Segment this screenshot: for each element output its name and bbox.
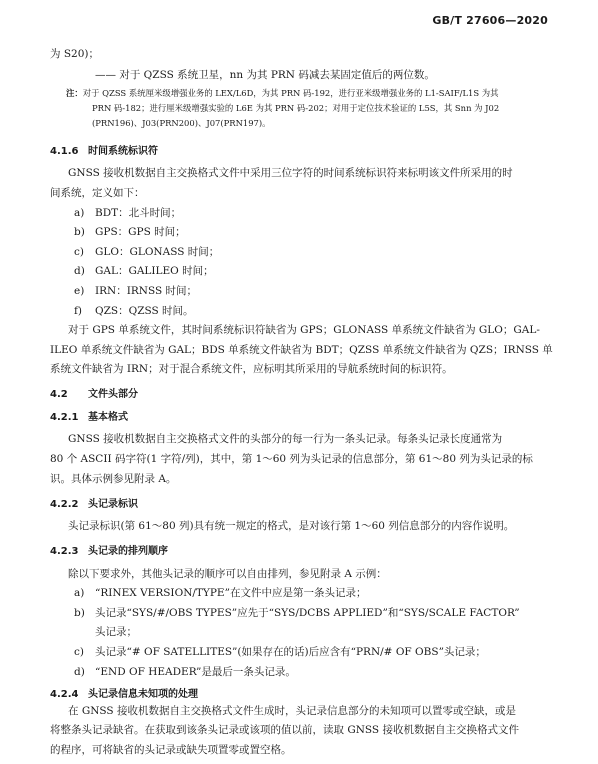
list-item: a) “RINEX VERSION/TYPE”在文件中应是第一条头记录； [74,587,367,600]
section-heading [50,408,128,423]
section-number: 4.2.3 [50,546,79,558]
paragraph-line: 对于 GPS 单系统文件，其时间系统标识符缺省为 GPS；GLONASS 单系统文件缺省为 GLO；GAL- [68,324,540,337]
section-number: 4.2.4 [50,689,79,701]
note-label: 注： [66,88,83,99]
section-heading [50,685,198,700]
note-text: PRN 码-182；进行厘米级增强实验的 L6E 为其 PRN 码-202；对用于定位技术验证的 L5S，其 Snn 为 J02 [92,103,500,113]
paragraph-line: 除以下要求外，其他头记录的顺序可以自由排列，参见附录 A 示例： [68,567,387,580]
section-title: 头记录标识 [88,498,138,510]
list-item: d) “END OF HEADER”是最后一条头记录。 [74,665,296,678]
note-text: (PRN196)、J03(PRN200)、J07(PRN197)。 [92,117,271,128]
paragraph-line: GNSS 接收机数据自主交换格式文件中采用三位字符的时间系统标识符来标明该文件所采用的时 [68,167,513,180]
paragraph-line: 80 个 ASCII 码字符(1 字符/列)，其中，第 1～60 列为头记录的信息部分，第 61～80 列为头记录的标 [50,452,533,465]
section-number: 4.2.2 [50,498,79,510]
list-item: b) 头记录“SYS/#/OBS TYPES”应先于“SYS/DCBS APPLIED”和“SYS/SCALE FACTOR” [74,606,520,619]
paragraph-line: 将整条头记录缺省。在获取到该条头记录或该项的值以前，读取 GNSS 接收机数据自主交换格式文件 [50,724,519,737]
list-item-continuation: 头记录； [95,626,137,639]
section-heading [50,495,138,510]
paragraph-line: 间系统，定义如下： [50,187,145,199]
section-number: 4.2.1 [50,412,79,423]
paragraph-line: GNSS 接收机数据自主交换格式文件的头部分的每一行为一条头记录。每条头记录长度通常为 [68,433,503,446]
section-title: 时间系统标识符 [88,146,158,158]
text-line: 为 S20)； [50,48,99,60]
note-text: 对于 QZSS 系统厘米级增强业务的 LEX/L6D，为其 PRN 码-192，进行亚米级增强业务的 L1-SAIF/L1S 为其 [82,88,499,99]
paragraph-line: 头记录标识(第 61～80 列)具有统一规定的格式，是对该行第 1～60 列信息部分的内容作说明。 [68,520,515,533]
paragraph-line: ILEO 单系统文件缺省为 GAL；BDS 单系统文件缺省为 BDT；QZSS 单系统文件缺省为 QZS；IRNSS 单 [50,343,553,356]
section-heading [50,142,158,157]
section-title: 头记录的排列顺序 [88,546,168,558]
note [66,87,499,99]
section-heading [50,385,138,400]
list-item: c) 头记录“# OF SATELLITES”(如果存在的话)后应含有“PRN/# OF OBS”头记录； [74,646,486,658]
list-item: e) IRN：IRNSS 时间； [74,285,198,297]
paragraph-line: 在 GNSS 接收机数据自主交换格式文件生成时，头记录信息部分的未知项可以置零或空缺，或是 [68,704,516,717]
list-item: d) GAL：GALILEO 时间； [74,265,214,278]
section-heading [50,542,168,557]
paragraph-line: 系统文件缺省为 IRN；对于混合系统文件，应标明其所采用的导航系统时间的标识符。 [50,363,453,376]
list-item: f) QZS：QZSS 时间。 [74,304,194,317]
section-title: 文件头部分 [88,388,138,400]
paragraph-line: 的程序，可将缺省的头记录或缺失项置零或置空格。 [50,744,292,756]
section-title: 基本格式 [88,412,128,423]
list-item: a) BDT：北斗时间； [74,206,182,219]
section-title: 头记录信息未知项的处理 [88,689,198,701]
paragraph-line: 识。具体示例参见附录 A。 [50,472,177,485]
section-number: 4.1.6 [50,146,79,158]
section-number: 4.2 [50,388,68,400]
standard-number: GB/T 27606—2020 [432,14,548,27]
list-item: c) GLO：GLONASS 时间； [74,245,220,258]
list-item: b) GPS：GPS 时间； [74,226,186,239]
text-line: —— 对于 QZSS 系统卫星，nn 为其 PRN 码减去某固定值后的两位数。 [95,68,435,81]
